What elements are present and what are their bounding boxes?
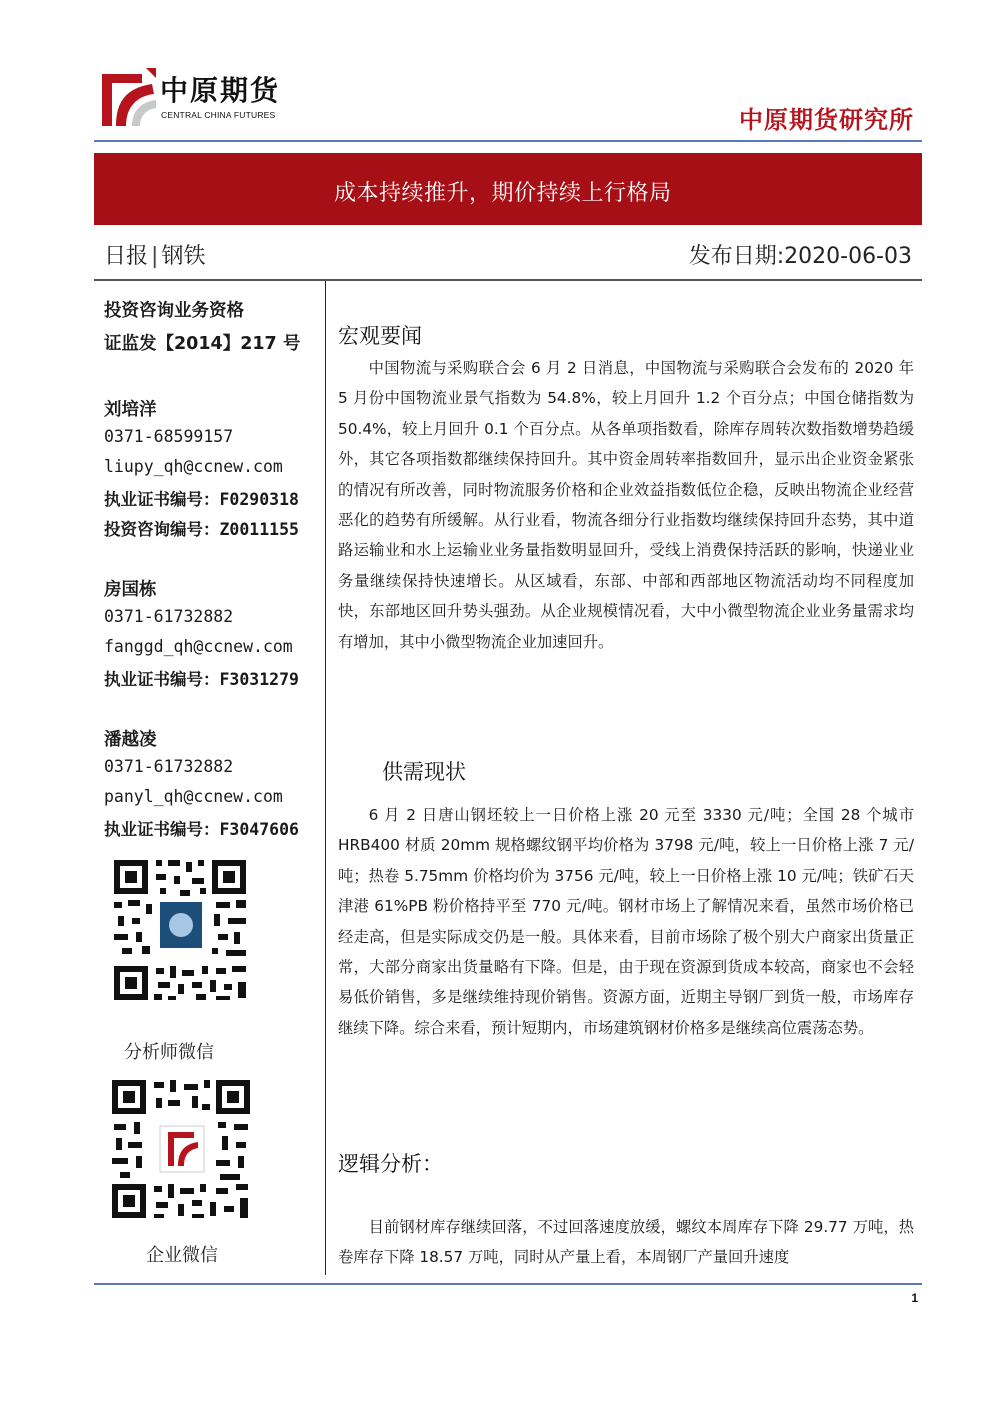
- report-type: 日报: [104, 244, 149, 269]
- company-qr-caption: 企业微信: [146, 1245, 218, 1266]
- section-body-logic: 目前钢材库存继续回落，不过回落速度放缓，螺纹本周库存下降 29.77 万吨，热卷库存下降 18.57 万吨，同时从产量上看，本周钢厂产量回升速度: [338, 1218, 914, 1267]
- company-logo-icon: [102, 68, 156, 126]
- header-divider: [94, 140, 922, 142]
- analyst-name: 房国栋: [104, 580, 157, 600]
- page-number: 1: [911, 1291, 918, 1305]
- report-title: 成本持续推升，期价持续上行格局: [334, 181, 672, 206]
- category-separator: |: [151, 244, 159, 269]
- logo-text-en: CENTRAL CHINA FUTURES: [161, 110, 276, 120]
- report-sector: 钢铁: [161, 244, 206, 269]
- qualification-title: 投资咨询业务资格: [104, 301, 244, 321]
- analyst-qr-caption: 分析师微信: [124, 1042, 214, 1063]
- publish-date: [689, 239, 912, 270]
- analyst-name: 刘培洋: [104, 400, 157, 420]
- company-qr-code-icon: [108, 1076, 256, 1224]
- analyst-phone: 0371-68599157: [104, 427, 234, 446]
- qualification-number: 证监发【2014】217 号: [104, 334, 301, 354]
- section-heading-logic: 逻辑分析：: [338, 1152, 443, 1176]
- publish-date-value: 2020-06-03: [784, 244, 912, 269]
- publish-date-label: 发布日期:: [688, 244, 785, 269]
- report-category: [104, 239, 205, 270]
- analyst-phone: 0371-61732882: [104, 607, 234, 626]
- analyst-email[interactable]: fanggd_qh@ccnew.com: [104, 637, 293, 656]
- analyst-consult-no: 投资咨询编号：Z0011155: [104, 520, 299, 539]
- logo-text-cn: 中原期货: [160, 74, 281, 107]
- section-body-supply: 6 月 2 日唐山钢坯较上一日价格上涨 20 元至 3330 元/吨；全国 28 个城市 HRB400 材质 20mm 规格螺纹钢平均价格为 3798 元/吨，较上一日价格上涨 7 元/吨；热卷 5.75mm 价格均价为 3756 元/吨，较上一日价格上涨 10 元/吨；铁矿石天津港 61%PB 粉价格持平至 770 元/吨。钢材市场上了解情况来看，虽然市场价格已经走高，但是实际成交仍是一般。具体来看，目前市场除了极个别大户商家出货量正常，大部分商家出货量略有下降。但是，由于现在资源到货成本较高，商家也不会轻易低价销售，多是继续维持现价销售。资源方面，近期主导钢厂到货一般，市场库存继续下降。综合来看，预计短期内，市场建筑钢材价格多是继续高位震荡态势。: [338, 806, 914, 1037]
- analyst-cert: 执业证书编号：F0290318: [104, 490, 299, 509]
- section-heading-supply: 供需现状: [382, 760, 466, 784]
- analyst-email[interactable]: panyl_qh@ccnew.com: [104, 787, 283, 806]
- org-name: 中原期货研究所: [739, 106, 914, 134]
- subheader-divider: [94, 279, 922, 281]
- section-heading-macro: 宏观要闻: [338, 324, 422, 348]
- footer-divider: [94, 1283, 922, 1285]
- analyst-qr-code-icon: [106, 848, 254, 1008]
- analyst-phone: 0371-61732882: [104, 757, 234, 776]
- analyst-name: 潘越凌: [104, 730, 157, 750]
- analyst-cert: 执业证书编号：F3031279: [104, 670, 299, 689]
- analyst-email[interactable]: liupy_qh@ccnew.com: [104, 457, 283, 476]
- analyst-cert: 执业证书编号：F3047606: [104, 820, 299, 839]
- section-body-macro: 中国物流与采购联合会 6 月 2 日消息，中国物流与采购联合会发布的 2020 年 5 月份中国物流业景气指数为 54.8%，较上月回升 1.2 个百分点；中国仓储指数为 50.4%，较上月回升 0.1 个百分点。从各单项指数看，除库存周转次数指数增势趋缓外，其它各项指数都继续保持回升。其中资金周转率指数回升，显示出企业资金紧张的情况有所改善，同时物流服务价格和企业效益指数低位企稳，反映出物流企业经营恶化的趋势有所缓解。从行业看，物流各细分行业指数均继续保持回升态势，其中道路运输业和水上运输业业务量指数明显回升，受线上消费保持活跃的影响，快递业业务量继续保持快速增长。从区域看，东部、中部和西部地区物流活动均不同程度加快，东部地区回升势头强劲。从企业规模情况看，大中小微型物流企业业务量需求均有增加，其中小微型物流企业加速回升。: [338, 359, 914, 651]
- column-divider: [325, 281, 326, 1275]
